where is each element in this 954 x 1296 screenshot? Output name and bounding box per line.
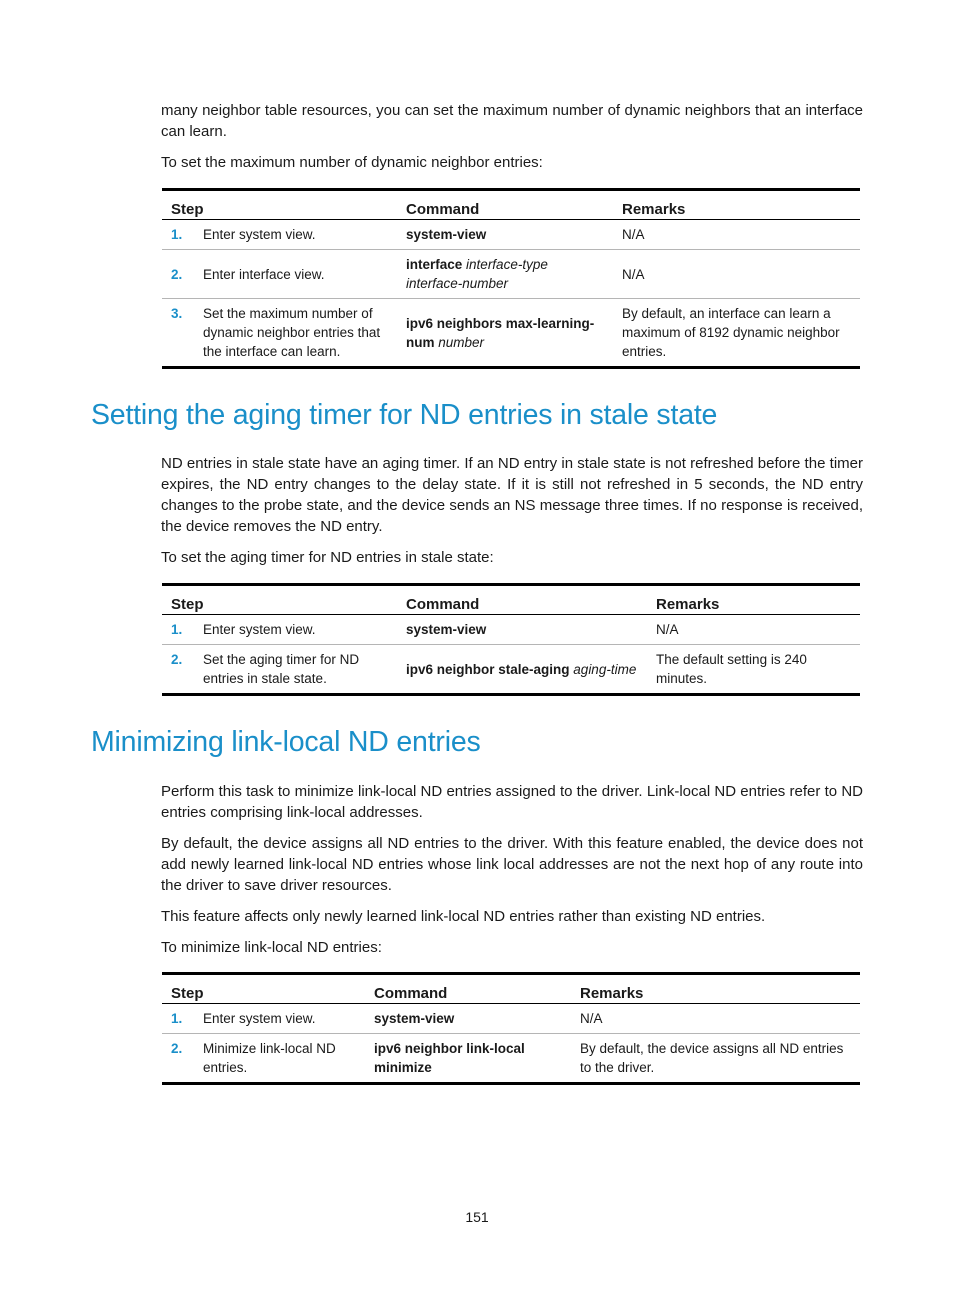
header-remarks: Remarks bbox=[571, 974, 860, 1004]
table-header-row bbox=[162, 585, 860, 615]
remarks-cell: By default, the device assigns all ND entries to the driver. bbox=[571, 1034, 860, 1084]
section-heading-aging-timer: Setting the aging timer for ND entries in stale state bbox=[91, 399, 718, 431]
section-heading-minimize-link-local: Minimizing link-local ND entries bbox=[91, 726, 481, 758]
command-keyword: ipv6 neighbor link-local minimize bbox=[374, 1041, 525, 1075]
step-number: 3. bbox=[171, 306, 183, 321]
command-keyword: interface bbox=[406, 257, 463, 272]
step-number: 2. bbox=[171, 652, 183, 667]
table-header-row bbox=[162, 190, 860, 220]
step-text: Set the aging timer for ND entries in stale state. bbox=[203, 652, 360, 686]
header-remarks: Remarks bbox=[613, 190, 860, 220]
step-cell bbox=[162, 299, 397, 368]
table-row bbox=[162, 250, 860, 299]
section-paragraph: Perform this task to minimize link-local ND entries assigned to the driver. Link-local ND entries refer to ND entries comprising link-local addresses. bbox=[161, 783, 863, 821]
command-keyword: system-view bbox=[406, 227, 487, 242]
command-cell bbox=[397, 615, 647, 645]
header-command: Command bbox=[397, 585, 647, 615]
step-text: Minimize link-local ND entries. bbox=[203, 1041, 336, 1075]
command-argument: interface-type interface-number bbox=[406, 257, 548, 291]
header-step: Step bbox=[162, 585, 397, 615]
page-number: 151 bbox=[465, 1209, 489, 1225]
step-cell bbox=[162, 220, 397, 250]
remarks-cell: The default setting is 240 minutes. bbox=[647, 645, 860, 695]
command-cell bbox=[397, 299, 613, 368]
step-number: 2. bbox=[171, 1041, 183, 1056]
header-remarks: Remarks bbox=[647, 585, 860, 615]
step-number: 2. bbox=[171, 266, 183, 282]
table-row bbox=[162, 299, 860, 368]
max-neighbors-table bbox=[162, 188, 860, 369]
header-step: Step bbox=[162, 190, 397, 220]
remarks-cell: N/A bbox=[613, 250, 860, 299]
command-keyword: ipv6 neighbor stale-aging bbox=[406, 661, 570, 677]
remarks-cell: N/A bbox=[613, 220, 860, 250]
command-cell bbox=[397, 645, 647, 695]
table-row bbox=[162, 645, 860, 695]
section-paragraph: ND entries in stale state have an aging timer. If an ND entry in stale state is not refreshed before the timer expires, the ND entry changes to the delay state. If it is still not refreshed in 5 seconds, the ND entry changes to the probe state, and the device sends an NS message three times. If no response is received, the device removes the ND entry. bbox=[161, 455, 863, 535]
section-paragraph: This feature affects only newly learned link-local ND entries rather than existing ND entries. bbox=[161, 908, 766, 925]
step-number: 1. bbox=[171, 227, 183, 242]
step-cell bbox=[162, 645, 397, 695]
header-command: Command bbox=[365, 974, 571, 1004]
step-text: Enter interface view. bbox=[203, 266, 325, 282]
table-row bbox=[162, 1034, 860, 1084]
table-header-row bbox=[162, 974, 860, 1004]
step-text: Enter system view. bbox=[203, 622, 316, 637]
intro-lead-in: To set the maximum number of dynamic neighbor entries: bbox=[161, 154, 543, 171]
command-keyword: system-view bbox=[406, 622, 487, 637]
remarks-cell: N/A bbox=[571, 1004, 860, 1034]
table-row bbox=[162, 1004, 860, 1034]
section-lead-in: To set the aging timer for ND entries in stale state: bbox=[161, 549, 494, 566]
step-cell bbox=[162, 250, 397, 299]
step-text: Enter system view. bbox=[203, 227, 316, 242]
command-argument: aging-time bbox=[573, 661, 637, 677]
remarks-cell: By default, an interface can learn a maximum of 8192 dynamic neighbor entries. bbox=[613, 299, 860, 368]
command-cell bbox=[397, 220, 613, 250]
section-lead-in: To minimize link-local ND entries: bbox=[161, 939, 382, 956]
table-row bbox=[162, 615, 860, 645]
command-cell bbox=[365, 1004, 571, 1034]
step-text: Enter system view. bbox=[203, 1011, 316, 1026]
table-row bbox=[162, 220, 860, 250]
intro-paragraph: many neighbor table resources, you can set the maximum number of dynamic neighbors that an interface can learn. bbox=[161, 102, 863, 140]
header-step: Step bbox=[162, 974, 365, 1004]
command-argument: number bbox=[438, 334, 485, 350]
step-cell bbox=[162, 615, 397, 645]
step-number: 1. bbox=[171, 1011, 183, 1026]
remarks-cell: N/A bbox=[647, 615, 860, 645]
command-keyword: system-view bbox=[374, 1011, 455, 1026]
command-cell bbox=[365, 1034, 571, 1084]
step-text: Set the maximum number of dynamic neighbor entries that the interface can learn. bbox=[203, 306, 381, 359]
header-command: Command bbox=[397, 190, 613, 220]
step-cell bbox=[162, 1034, 365, 1084]
section-paragraph: By default, the device assigns all ND entries to the driver. With this feature enabled, the device does not add newly learned link-local ND entries whose link local addresses are not the next hop of any route into the driver to save driver resources. bbox=[161, 835, 863, 894]
command-cell bbox=[397, 250, 613, 299]
step-cell bbox=[162, 1004, 365, 1034]
link-local-table bbox=[162, 972, 860, 1085]
aging-timer-table bbox=[162, 583, 860, 696]
step-number: 1. bbox=[171, 622, 183, 637]
command-keyword: ipv6 neighbors max-learning-num bbox=[406, 315, 595, 350]
